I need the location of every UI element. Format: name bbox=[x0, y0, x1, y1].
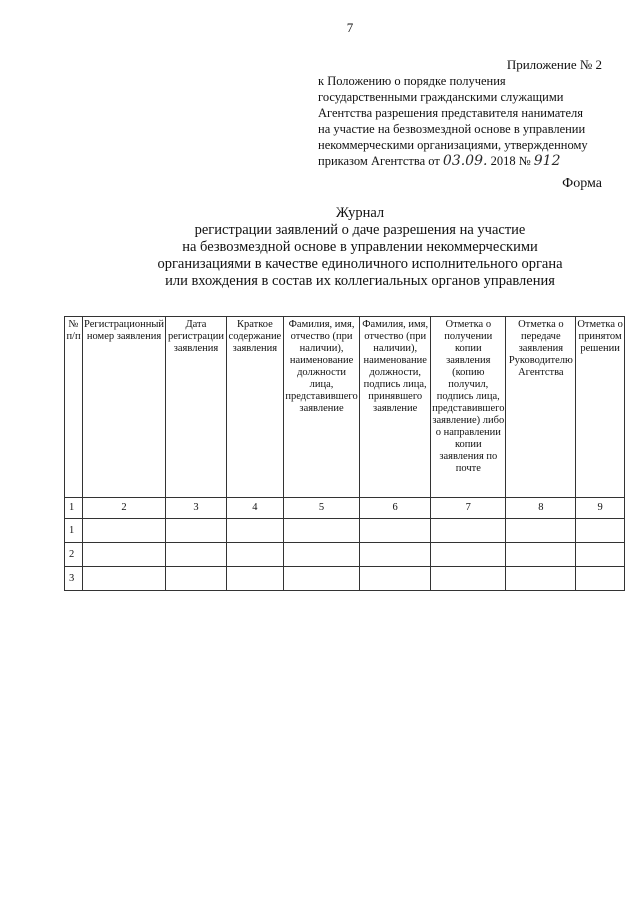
table-cell bbox=[226, 543, 283, 567]
table-cell bbox=[226, 519, 283, 543]
column-header: Фамилия, имя, отчество (при наличии), наименование должности лица, представившего заявление bbox=[283, 317, 359, 498]
table-cell bbox=[506, 543, 576, 567]
header-row bbox=[65, 317, 625, 498]
table-cell bbox=[360, 519, 431, 543]
approval-line bbox=[318, 153, 602, 169]
appendix-line: к Положению о порядке получения bbox=[318, 74, 506, 88]
table-cell bbox=[83, 519, 166, 543]
table-cell bbox=[283, 519, 359, 543]
column-header: Краткое содержание заявления bbox=[226, 317, 283, 498]
table-cell bbox=[431, 519, 506, 543]
column-header: Регистрационный номер заявления bbox=[83, 317, 166, 498]
table-cell bbox=[166, 519, 227, 543]
table-cell bbox=[166, 543, 227, 567]
table-cell bbox=[431, 567, 506, 591]
appendix-line: Агентства разрешения представителя нанимателя bbox=[318, 106, 583, 120]
table-cell bbox=[83, 567, 166, 591]
title-line: организациями в качестве единоличного исполнительного органа bbox=[157, 256, 563, 272]
column-number: 4 bbox=[226, 498, 283, 519]
title-line: или вхождения в состав их коллегиальных органов управления bbox=[165, 273, 555, 289]
column-header: № п/п bbox=[65, 317, 83, 498]
title-heading: Журнал bbox=[335, 205, 385, 221]
document-title bbox=[120, 205, 600, 290]
column-number: 8 bbox=[506, 498, 576, 519]
table-cell bbox=[360, 567, 431, 591]
table-cell bbox=[431, 543, 506, 567]
table-row bbox=[65, 543, 625, 567]
row-index: 3 bbox=[65, 567, 83, 591]
page-number: 7 bbox=[346, 20, 354, 35]
column-number: 6 bbox=[360, 498, 431, 519]
column-header: Отметка о получении копии заявления (копию получил, подпись лица, представившего заявление) либо о направлении копии заявления по почте bbox=[431, 317, 506, 498]
title-line: на безвозмездной основе в управлении некоммерческими bbox=[182, 239, 538, 255]
table-cell bbox=[283, 543, 359, 567]
form-label: Форма bbox=[562, 176, 602, 191]
column-header: Отметка о принятом решении bbox=[576, 317, 625, 498]
approval-prefix: приказом Агентства от bbox=[318, 154, 440, 168]
column-header: Дата регистрации заявления bbox=[166, 317, 227, 498]
journal-table bbox=[64, 316, 625, 591]
column-number: 5 bbox=[283, 498, 359, 519]
column-number-row bbox=[65, 498, 625, 519]
title-line: регистрации заявлений о даче разрешения на участие bbox=[194, 222, 526, 238]
table-cell bbox=[283, 567, 359, 591]
table-cell bbox=[506, 567, 576, 591]
appendix-line: государственными гражданскими служащими bbox=[318, 90, 564, 104]
appendix-block bbox=[318, 57, 602, 169]
table-cell bbox=[226, 567, 283, 591]
row-index: 1 bbox=[65, 519, 83, 543]
appendix-line: на участие на безвозмездной основе в управлении bbox=[318, 122, 586, 136]
column-number: 1 bbox=[65, 498, 83, 519]
appendix-line: некоммерческими организациями, утвержденному bbox=[318, 138, 588, 152]
approval-year: 2018 bbox=[490, 154, 516, 168]
table-cell bbox=[166, 567, 227, 591]
approval-number-label: № bbox=[518, 154, 531, 168]
table-cell bbox=[360, 543, 431, 567]
column-header: Фамилия, имя, отчество (при наличии), наименование должности, подпись лица, принявшего заявление bbox=[360, 317, 431, 498]
column-number: 9 bbox=[576, 498, 625, 519]
row-index: 2 bbox=[65, 543, 83, 567]
table-cell bbox=[83, 543, 166, 567]
appendix-title: Приложение № 2 bbox=[506, 57, 602, 72]
handwritten-date: 03.09. bbox=[442, 153, 488, 169]
column-number: 3 bbox=[166, 498, 227, 519]
table-cell bbox=[506, 519, 576, 543]
table-row bbox=[65, 567, 625, 591]
column-number: 7 bbox=[431, 498, 506, 519]
column-number: 2 bbox=[83, 498, 166, 519]
column-header: Отметка о передаче заявления Руководителю Агентства bbox=[506, 317, 576, 498]
table-cell bbox=[576, 543, 625, 567]
table-cell bbox=[576, 567, 625, 591]
table-row bbox=[65, 519, 625, 543]
handwritten-number: 912 bbox=[533, 153, 561, 169]
table-cell bbox=[576, 519, 625, 543]
